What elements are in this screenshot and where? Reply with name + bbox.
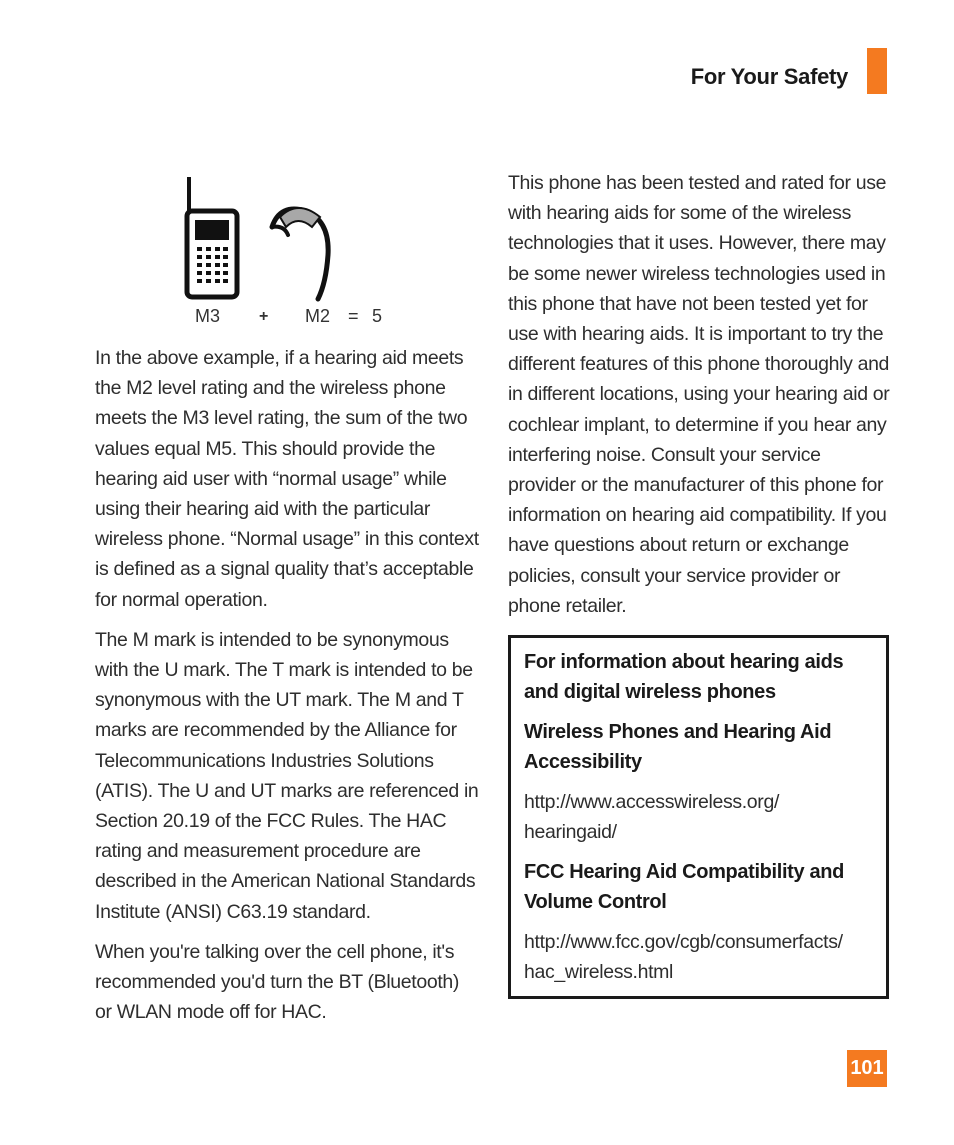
info-box-section2-title: FCC Hearing Aid Compatibility and Volume Control xyxy=(524,861,844,913)
hearing-aid-icon xyxy=(272,208,328,299)
phone-rating-label: M3 xyxy=(195,306,221,325)
info-box-heading: For information about hearing aids and digital wireless phones xyxy=(524,651,844,703)
page-section-title: For Your Safety xyxy=(690,64,848,89)
fcc-link[interactable]: http://www.fcc.gov/cgb/consumerfacts/ hac_wireless.html xyxy=(524,931,843,983)
phone-icon xyxy=(187,177,237,297)
page-number: 101 xyxy=(847,1050,887,1087)
hac-rating-illustration xyxy=(180,175,400,325)
paragraph-hearing-aid-testing: This phone has been tested and rated for use with hearing aids for some of the wireless technologies that it uses. However, there may be some newer wireless technologies used in this phone that have not been tested yet for use with hearing aids. It is important to try the different features of this phone thoroughly and in different locations, using your hearing aid or cochlear implant, to determine if you hear any interfering noise. Consult your service provider or the manufacturer of this phone for information on hearing aid compatibility. If you have questions about return or exchange policies, consult your service provider or phone retailer. xyxy=(508,172,890,617)
section-tab-marker xyxy=(867,48,887,94)
accesswireless-link[interactable]: http://www.accesswireless.org/ hearingaid/ xyxy=(524,791,780,843)
info-box-section1-title: Wireless Phones and Hearing Aid Accessibility xyxy=(524,721,832,773)
hearing-aid-rating-label: M2 xyxy=(305,306,331,325)
plus-sign: + xyxy=(259,308,269,325)
hac-rating-figure xyxy=(180,175,400,325)
paragraph-bluetooth-note: When you're talking over the cell phone, it's recommended you'd turn the BT (Bluetooth) or WLAN mode off for HAC. xyxy=(95,940,460,1024)
left-column xyxy=(95,343,480,1037)
rating-sum: 5 xyxy=(372,306,383,325)
hearing-aid-info-box xyxy=(508,635,889,999)
paragraph-hac-example: In the above example, if a hearing aid meets the M2 level rating and the wireless phone meets the M3 level rating, the sum of the two values equal M5. This should provide the hearing aid user with “normal usage” while using their hearing aid with the particular wireless phone. “Normal usage” in this context is defined as a signal quality that’s acceptable for normal operation. xyxy=(95,347,479,611)
right-column xyxy=(508,168,893,631)
paragraph-m-mark: The M mark is intended to be synonymous with the U mark. The T mark is intended to be synonymous with the UT mark. The M and T marks are recommended by the Alliance for Telecommunications Industries Solutions (ATIS). The U and UT marks are referenced in Section 20.19 of the FCC Rules. The HAC rating and measurement procedure are described in the American National Standards Institute (ANSI) C63.19 standard. xyxy=(95,628,479,923)
equals-sign: = xyxy=(348,306,359,325)
